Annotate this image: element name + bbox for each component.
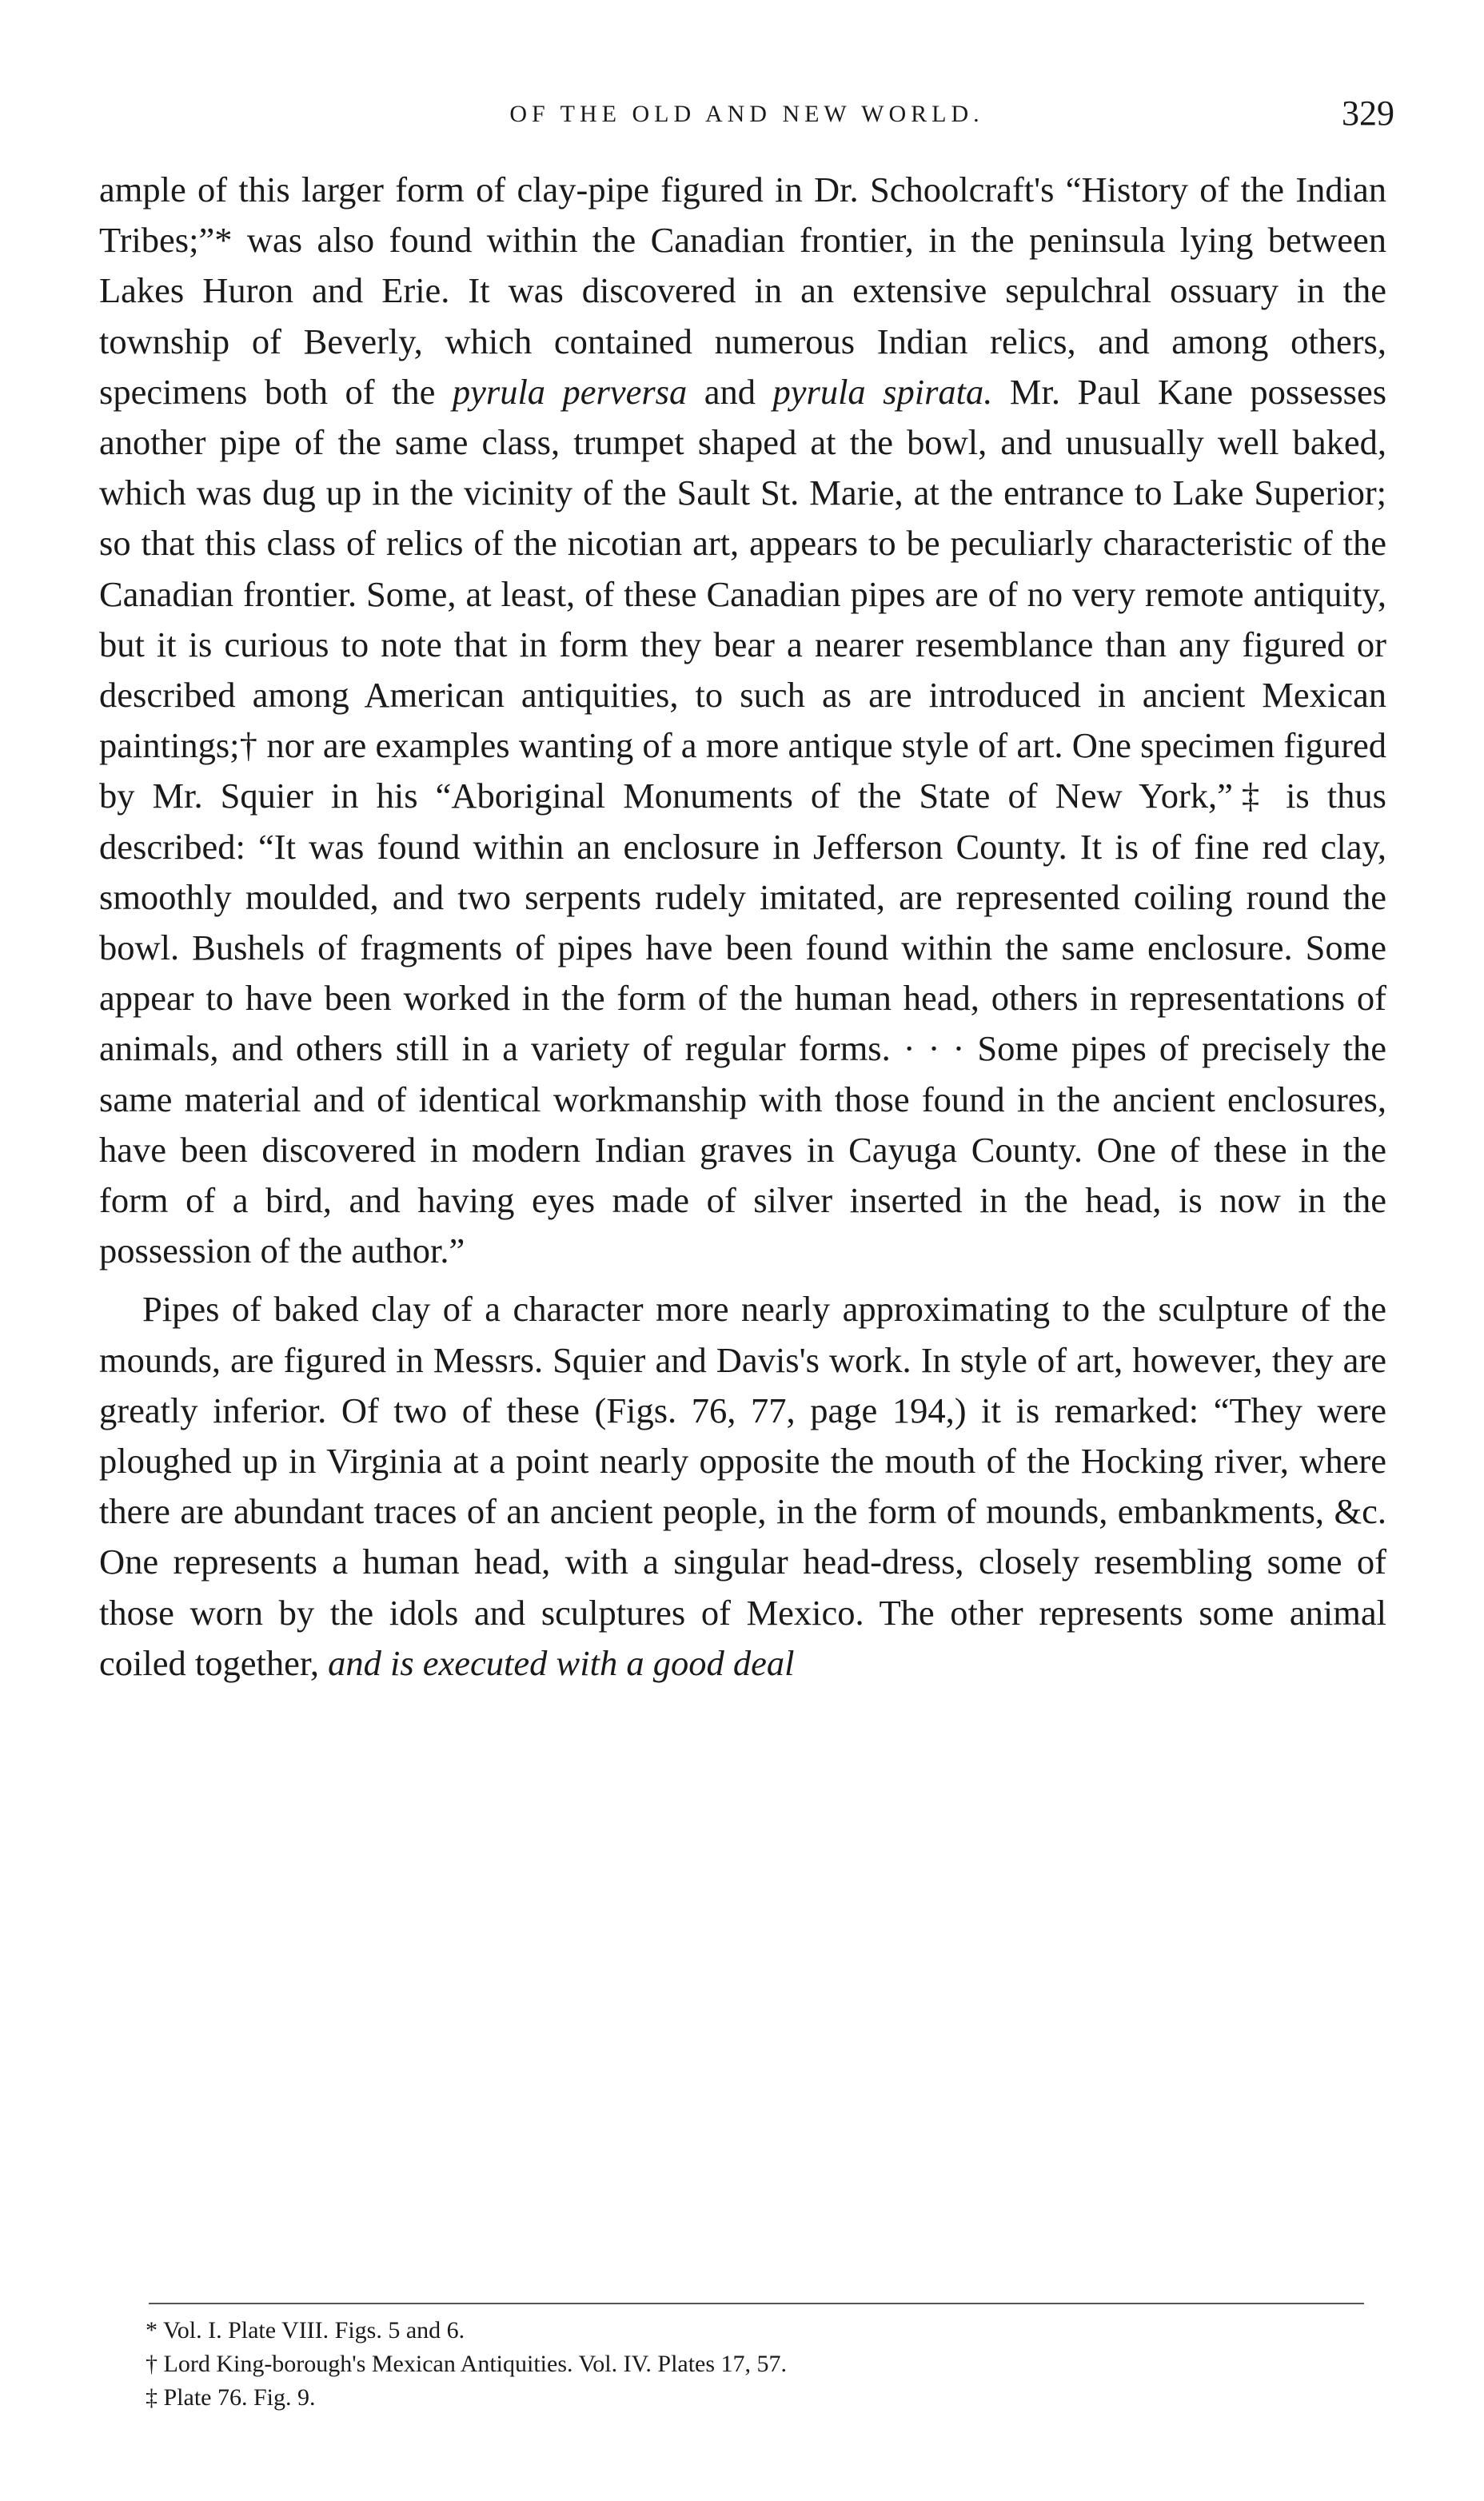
paragraph-1-italic-1: pyrula perversa xyxy=(452,371,688,412)
paragraph-2 xyxy=(99,1284,1386,1689)
body-text xyxy=(99,165,1386,1689)
paragraph-2-text-a: Pipes of baked clay of a character more nearly approximating to the sculpture of the mounds, are figured in Messrs. Squier and Davis's work. In style of art, however, they are greatly inferior. Of two of these (Figs. 76, 77, page 194,) it is remarked: “They were ploughed up in Virginia at a point nearly opposite the mouth of the Hocking river, where there are abundant traces of an ancient people, in the form of mounds, embankments, &c. One represents a human head, with a singular head-dress, closely resembling some of those worn by the idols and sculptures of Mexico. The other represents some animal coiled together, xyxy=(99,1289,1386,1683)
paragraph-1-text-a: ample of this larger form of clay-pipe figured in Dr. Schoolcraft's “History of the Indian Tribes;”* was also found within the Canadian frontier, in the peninsula lying between Lakes Huron and Erie. It was discovered in an extensive sepulchral ossuary in the township of Beverly, which contained numerous Indian relics, and among others, specimens both of the xyxy=(99,170,1386,412)
paragraph-1 xyxy=(99,165,1386,1276)
footnote-divider xyxy=(149,2303,1364,2304)
footnote-1: * Vol. I. Plate VIII. Figs. 5 and 6. xyxy=(146,2317,465,2343)
page-number: 329 xyxy=(1342,94,1394,133)
running-head xyxy=(99,90,1394,138)
running-title: OF THE OLD AND NEW WORLD. xyxy=(509,101,984,127)
paragraph-2-italic-1: and is executed with a good deal xyxy=(328,1642,795,1683)
paragraph-1-text-b: and xyxy=(687,371,773,412)
paragraph-1-text-c: Mr. Paul Kane possesses another pipe of the same class, trumpet shaped at the bowl, and unusually well baked, which was dug up in the vicinity of the Sault St. Marie, at the entrance to Lake Superior; so that this class of relics of the nicotian art, appears to be peculiarly characteristic of the Canadian frontier. Some, at least, of these Canadian pipes are of no very remote antiquity, but it is curious to note that in form they bear a nearer resemblance than any figured or described among American antiquities, to such as are introduced in ancient Mexican paintings;† nor are examples wanting of a more antique style of art. One specimen figured by Mr. Squier in his “Aboriginal Monuments of the State of New York,”‡ is thus described: “It was found within an enclosure in Jefferson County. It is of fine red clay, smoothly moulded, and two serpents rudely imitated, are represented coiling round the bowl. Bushels of fragments of pipes have been found within the same enclosure. Some appear to have been worked in the form of the human head, others in representations of animals, and others still in a variety of regular forms. · · · Some pipes of precisely the same material and of identical workmanship with those found in the ancient enclosures, have been discovered in modern Indian graves in Cayuga County. One of these in the form of a bird, and having eyes made of silver inserted in the head, is now in the possession of the author.” xyxy=(99,371,1387,1271)
footnote-3: ‡ Plate 76. Fig. 9. xyxy=(146,2384,316,2411)
footnotes xyxy=(146,2314,1345,2415)
footnote-2: † Lord King-borough's Mexican Antiquities. Vol. IV. Plates 17, 57. xyxy=(146,2351,788,2377)
paragraph-1-italic-2: pyrula spirata. xyxy=(772,371,993,412)
